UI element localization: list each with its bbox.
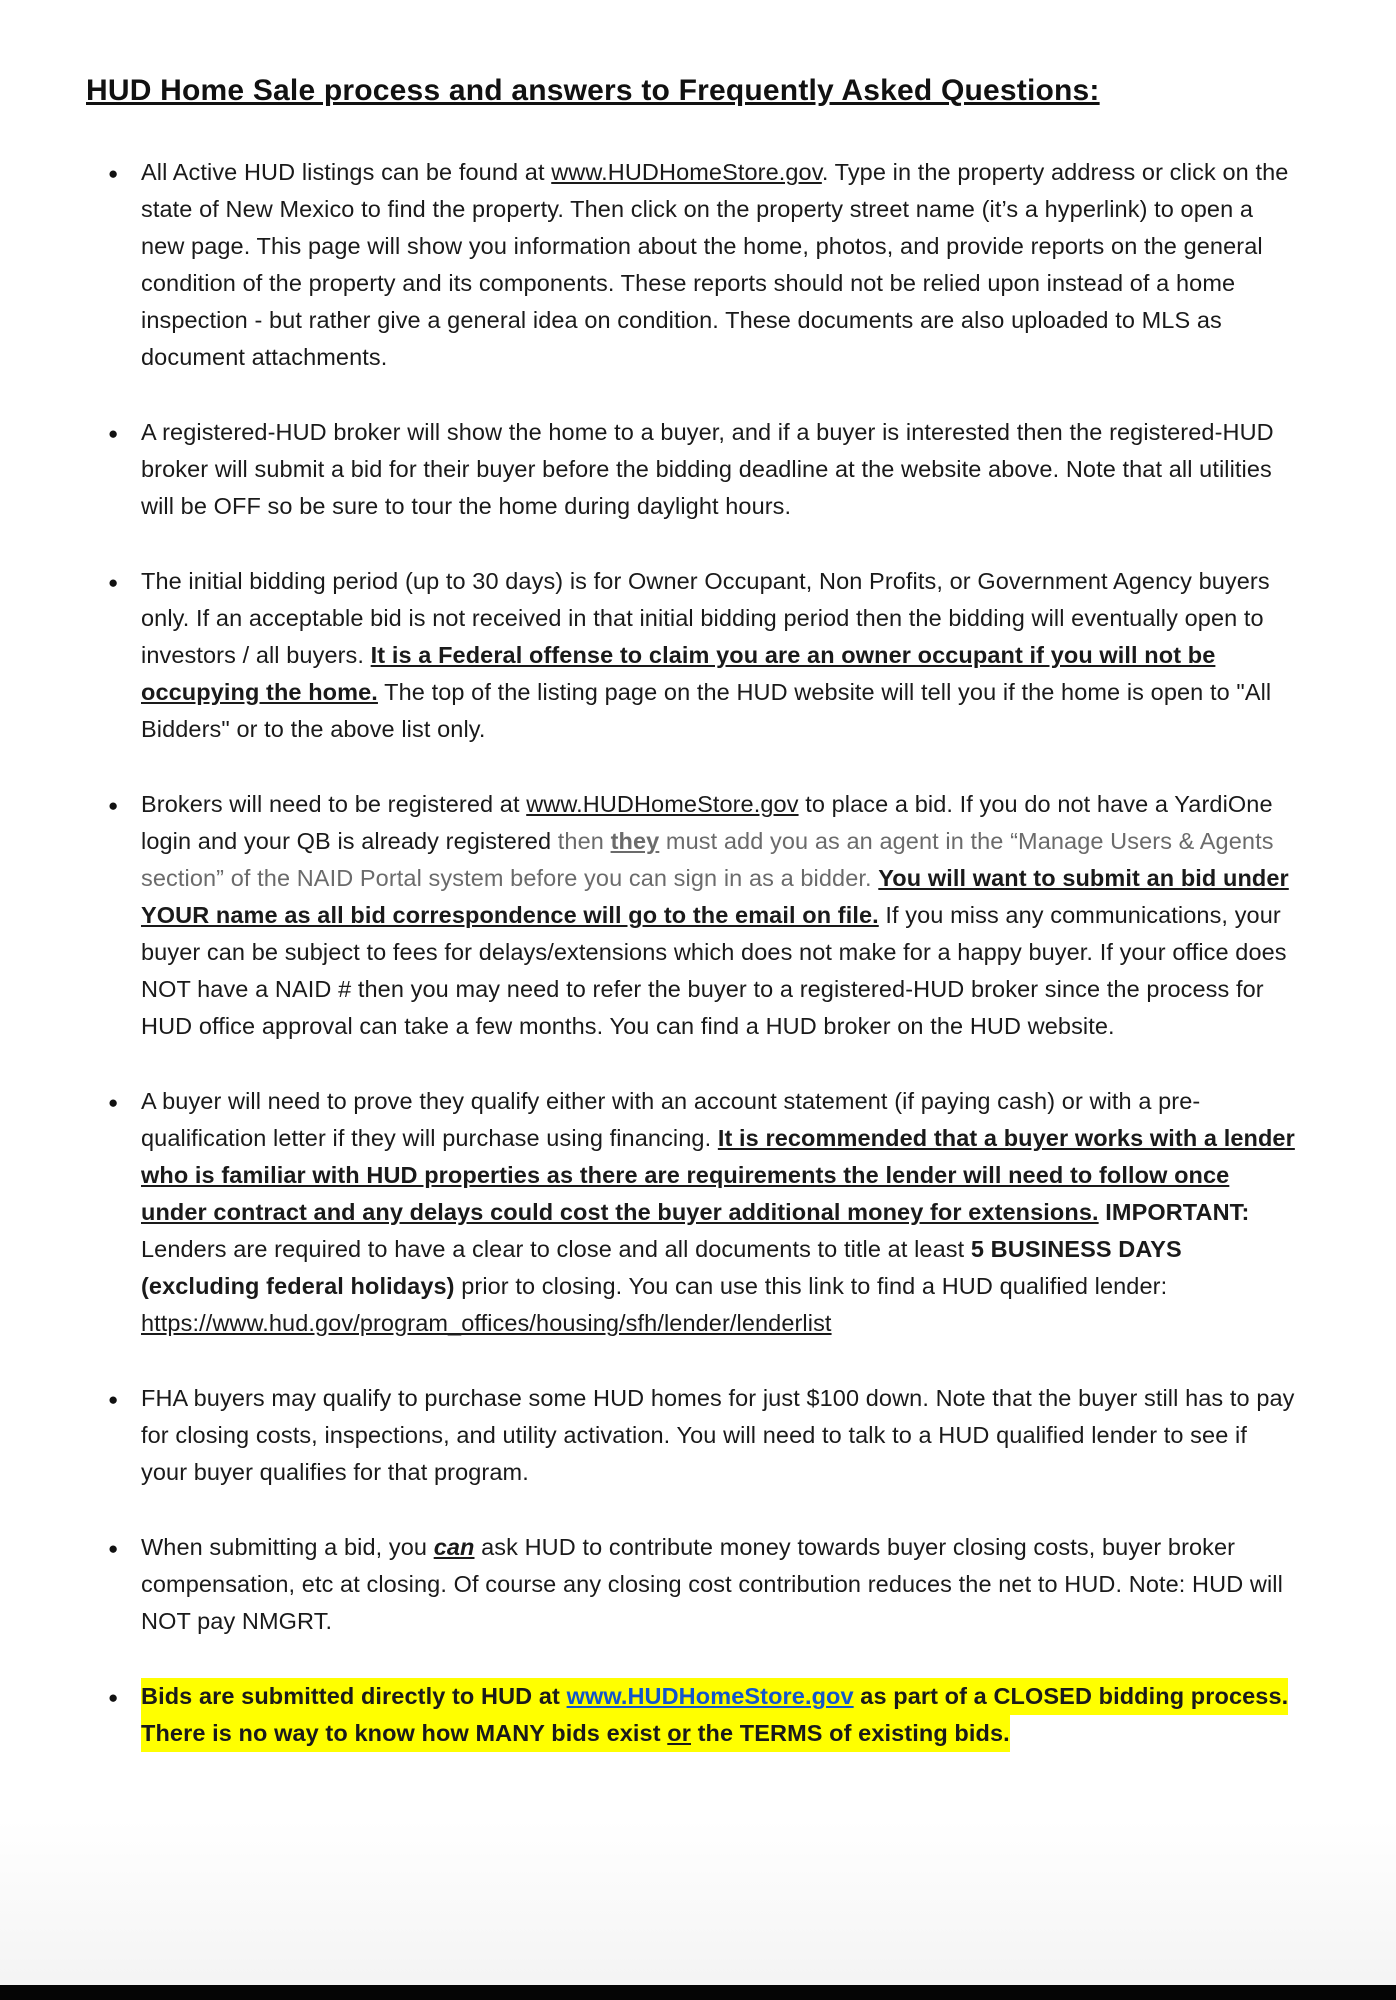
hudhomestore-link[interactable]: www.HUDHomeStore.gov [567,1678,854,1715]
text-run: ask HUD to contribute money towards buyer closing costs, buyer broker compensation, etc at closing. Of course any closing cost contribution reduces the net to HUD. Note: HUD will NOT pay NMGRT. [141,1534,1283,1634]
bullet-fha-100-down [86,1380,1296,1491]
text-run: can [433,1534,475,1560]
bullet-closing-cost-contribution [86,1529,1296,1640]
text-run: . Type in the property address or click on the state of New Mexico to find the property. Then click on the property street name (it’s a hyperlink) to open a new page. This page will show you information about the home, photos, and provide reports on the general condition of the property and its components. These reports should not be relied upon instead of a home inspection - but rather give a general idea on condition. These documents are also uploaded to MLS as document attachments. [141,159,1289,370]
text-run: When submitting a bid, you [141,1534,434,1560]
bullet-marker: ● [108,1390,119,1409]
faq-list [86,154,1296,1752]
text-run: FHA buyers may qualify to purchase some HUD homes for just $100 down. Note that the buyer still has to pay for closing costs, inspections, and utility activation. You will need to talk to a HUD qualified lender to see if your buyer qualifies for that program. [141,1385,1295,1485]
bullet-marker: ● [108,573,119,592]
text-run: It is a Federal offense to claim you are an owner occupant if you will not be occupying the home. [141,642,1216,705]
text-run: IMPORTANT: [1105,1199,1250,1225]
text-run: Brokers will need to be registered at [141,791,527,817]
bullet-marker: ● [108,1688,119,1707]
text-run: as part of a CLOSED bidding process. There is no way to know how MANY bids exist [141,1678,1288,1752]
text-run: All Active HUD listings can be found at [141,159,552,185]
text-run: Lenders are required to have a clear to close and all documents to title at least [141,1236,971,1262]
bullet-marker: ● [108,1539,119,1558]
text-run: prior to closing. You can use this link to find a HUD qualified lender: [454,1273,1168,1299]
bullet-marker: ● [108,1093,119,1112]
text-run: If you miss any communications, your buyer can be subject to fees for delays/extensions which does not make for a happy buyer. If your office does NOT have a NAID # then you may need to refer the buyer to a registered-HUD broker since the process for HUD office approval can take a few months. You can find a HUD broker on the HUD website. [141,902,1287,1039]
text-run: A registered-HUD broker will show the home to a buyer, and if a buyer is interested then the registered-HUD broker will submit a bid for their buyer before the bidding deadline at the website above. Note that all utilities will be OFF so be sure to tour the home during daylight hours. [141,419,1274,519]
hudhomestore-link[interactable]: www.HUDHomeStore.gov [526,791,799,817]
bullet-registered-broker [86,414,1296,525]
text-run: must add you as an agent in the “Manage Users & Agents section” of the NAID Portal system before you can sign in as a bidder. [141,828,1274,891]
text-run: then [557,828,611,854]
bullet-broker-registration [86,786,1296,1045]
text-run: The initial bidding period (up to 30 days) is for Owner Occupant, Non Profits, or Government Agency buyers only. If an acceptable bid is not received in that initial bidding period then the bidding will eventually open to investors / all buyers. [141,568,1270,668]
bullet-closed-bidding-highlight [86,1678,1296,1752]
text-run: 5 BUSINESS DAYS (excluding federal holidays) [141,1236,1182,1299]
text-run: Bids are submitted directly to HUD at [141,1678,567,1715]
text-run: the TERMS of existing bids. [691,1715,1010,1752]
bullet-initial-bidding-period [86,563,1296,748]
hudhomestore-link[interactable]: www.HUDHomeStore.gov [551,159,822,185]
page-title: HUD Home Sale process and answers to Frequently Asked Questions: [86,74,1100,107]
bullet-buyer-qualification [86,1083,1296,1342]
bullet-marker: ● [108,424,119,443]
text-run: You will want to submit an bid under YOUR name as all bid correspondence will go to the email on file. [141,865,1289,928]
lender-list-link[interactable]: https://www.hud.gov/program_offices/housing/sfh/lender/lenderlist [141,1310,832,1336]
bullet-marker: ● [108,796,119,815]
text-run: The top of the listing page on the HUD website will tell you if the home is open to "All Bidders" or to the above list only. [141,679,1272,742]
text-run: It is recommended that a buyer works with a lender who is familiar with HUD properties as there are requirements the lender will need to follow once under contract and any delays could cost the buyer additional money for extensions. [141,1125,1295,1225]
bullet-marker: ● [108,164,119,183]
text-run: they [610,828,660,854]
text-run: A buyer will need to prove they qualify either with an account statement (if paying cash) or with a pre-qualification letter if they will purchase using financing. [141,1088,1201,1151]
bottom-edge-bar [0,1985,1396,2000]
text-run: to place a bid. If you do not have a YardiOne login and your QB is already registered [141,791,1273,854]
bullet-hud-listings [86,154,1296,376]
text-run: or [667,1715,691,1752]
